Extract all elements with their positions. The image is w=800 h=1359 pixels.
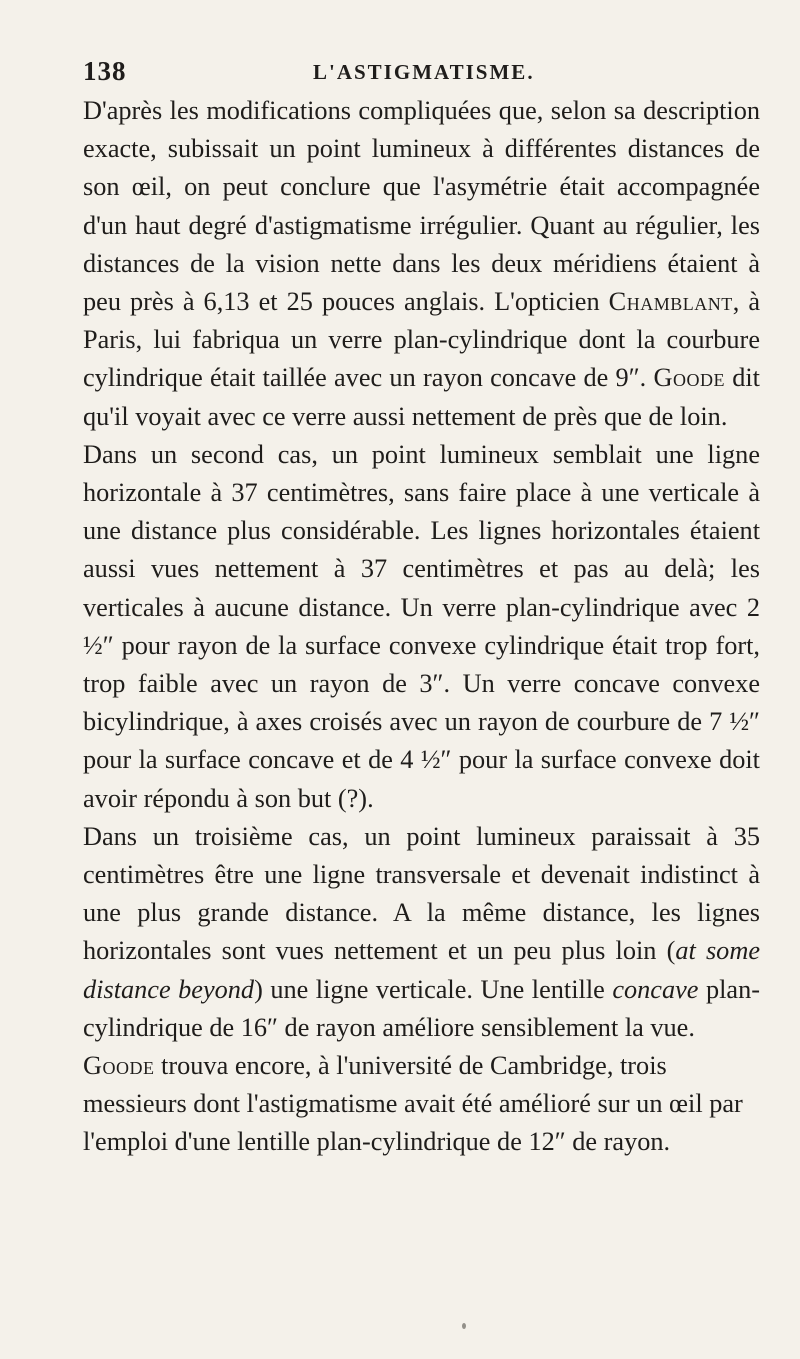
paragraph-1 <box>83 92 760 436</box>
paper-speck <box>462 1323 466 1329</box>
running-head <box>83 46 760 86</box>
text-segment: D'après les modifications compliquées que, selon sa description exacte, subissait un point lumineux à différentes distances de son œil, on peut conclure que l'asymétrie était accompagnée d'un haut degré d'astigmatisme irrégulier. Quant au régulier, les distances de la vision nette dans les deux méridiens étaient à peu près à 6,13 et 25 pouces anglais. L'opticien <box>83 96 760 317</box>
body-text <box>83 92 760 1162</box>
text-segment: trouva encore, à l'université de Cambridge, trois messieurs dont l'astigmatisme avait été amélioré sur un œil par l'emploi d'une lentille plan-cylindrique de 12″ de rayon. <box>83 1051 743 1157</box>
text-segment: plan-cylindrique de 16″ de rayon améliore sensiblement la vue. <box>83 974 761 1042</box>
text-segment: Dans un troisième cas, un point lumineux paraissait à 35 centimètres être une ligne transversale et devenait indistinct à une plus grande distance. A la même distance, les lignes horizontales sont vues nettement et un peu plus loin ( <box>83 821 760 966</box>
text-segment: Dans un second cas, un point lumineux semblait une ligne horizontale à 37 centimètres, sans faire place à une verticale à une distance plus considérable. Les lignes horizontales étaient aussi vues nettement à 37 centimètres et pas au delà; les verticales à aucune distance. Un verre plan-cylindrique avec 2 ½″ pour rayon de la surface convexe cylindrique était trop fort, trop faible avec un rayon de 3″. Un verre concave convexe bicylindrique, à axes croisés avec un rayon de courbure de 7 ½″ pour la surface concave et de 4 ½″ pour la surface convexe doit avoir répondu à son but (?). <box>83 439 760 813</box>
paragraph-4 <box>83 1047 760 1162</box>
text-segment: dit qu'il voyait avec ce verre aussi nettement de près que de loin. <box>83 363 760 431</box>
author-name-goode: Goode <box>653 363 725 393</box>
running-title: L'ASTIGMATISME. <box>313 60 535 84</box>
author-name-goode: Goode <box>83 1051 155 1081</box>
page-number: 138 <box>83 56 127 86</box>
author-name-chamblant: Chamblant <box>608 287 733 317</box>
paragraph-3 <box>83 818 760 1047</box>
emphasis-concave: concave <box>612 974 699 1004</box>
english-quote: at some distance beyond <box>83 936 760 1004</box>
paragraph-2 <box>83 436 760 818</box>
text-segment: ) une ligne verticale. Une lentille <box>254 974 613 1004</box>
text-segment: , à Paris, lui fabriqua un verre plan-cylindrique dont la courbure cylindrique était taillée avec un rayon concave de 9″. <box>83 287 760 393</box>
